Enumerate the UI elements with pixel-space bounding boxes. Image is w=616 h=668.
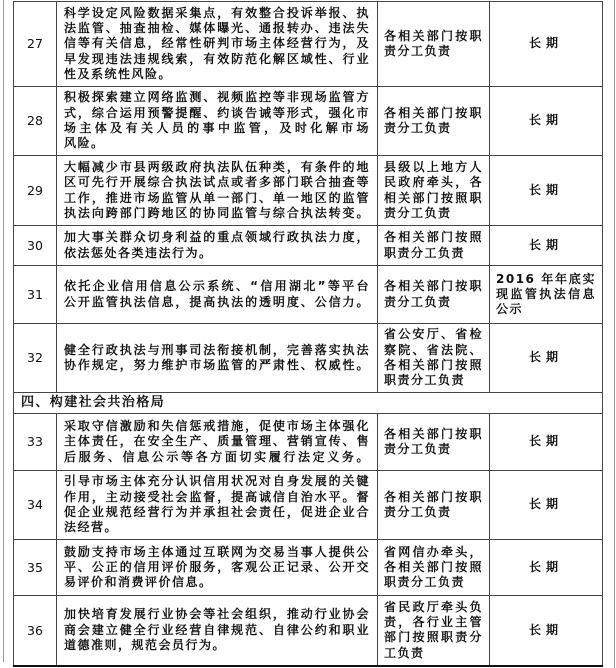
task-content [57,324,378,393]
text-line: 各相关部门按职 [384,279,483,294]
text-line: 公开监管执法信息，提高执法的透明度、公信力。 [64,294,370,309]
text-line: 工作，推进市场监管从单一部门、单一地区的监管 [64,190,370,205]
text-line: 省民政厅牵头负 [384,599,483,614]
text-line: 责分工负责 [384,294,452,309]
item-number [14,2,57,87]
text-line: 采取守信激励和失信惩戒措施，促使市场主体强化 [64,419,370,434]
text-line: 责分工负责 [384,121,452,135]
text-line: 加快培育发展行业协会等社会组织，推动行业协会 [64,607,370,622]
text-line: 民政府牵头，各 [384,175,483,190]
responsible-unit [378,156,490,226]
table-row [14,2,603,87]
deadline [490,324,603,393]
responsible-unit [378,471,490,540]
table-row [14,540,603,596]
text-line: 式，综合运用预警提醒、约谈告诫等形式，强化市 [64,105,370,120]
deadline [490,414,603,471]
text-line: 责分工负责 [384,44,452,58]
text-line: 各相关部门按职 [384,426,483,441]
item-number [14,471,57,540]
text-line: 职责分工负责 [384,245,466,260]
text-line: 区可先行开展综合执法试点或者多部门联合抽查等 [64,175,370,190]
text-line: 现监管执法信息 [496,286,596,301]
responsible-unit [378,414,490,471]
item-number-text: 35 [27,559,43,575]
text-line: 引导市场主体充分认识信用状况对自身发展的关键 [64,474,370,489]
section-heading: 四、构建社会共治格局 [14,393,603,414]
table-row [14,226,603,266]
responsible-unit [378,226,490,266]
deadline [490,156,603,226]
text-line: 协作规定，努力维护市场监管的严肃性、权威性。 [64,358,370,372]
text-line: 各相关部门按职 [384,489,483,504]
text-line: 各相关部门按职 [384,28,483,43]
text-line: 省公安厅、省检 [384,327,483,342]
text-line: 2016 年年底实 [496,271,596,286]
text-line: 促企业规范经营行为并承担社会责任，促进企业合 [64,505,370,519]
task-content [57,226,378,266]
section-row [14,393,603,414]
deadline [490,2,603,87]
table-row [14,596,603,666]
task-table [13,1,603,667]
text-line: 道德准则，规范会员行为。 [64,637,227,652]
text-line: 后服务、信息公示等各方面切实履行法定义务。 [64,449,370,464]
table-row [14,266,603,324]
deadline [490,596,603,666]
responsible-unit [378,87,490,156]
text-line: 性及系统性风险。 [64,66,173,81]
table-row [14,87,603,156]
text-line: 依法惩处各类违法行为。 [64,245,213,260]
item-number [14,156,57,226]
table-row [14,414,603,471]
item-number-text: 29 [27,182,43,198]
table-row [14,471,603,540]
text-line: 法监管、抽查抽检、媒体曝光、通报转办、违法失 [64,21,370,36]
item-number-text: 30 [27,237,43,253]
responsible-unit [378,324,490,393]
text-line: 风险。 [64,136,105,151]
text-line: 各相关部门按职 [384,105,483,120]
item-number-text: 31 [27,286,43,302]
text-line: 责分工负责 [384,442,452,456]
text-line: 鼓励支持市场主体通过互联网为交易当事人提供公 [64,544,370,559]
item-number [14,540,57,596]
item-number-text: 32 [27,350,43,366]
task-content [57,156,378,226]
task-content [57,414,378,471]
text-line: 职责分工负责 [384,575,466,590]
text-line: 商会建立健全行业经营自律规范、自律公约和职业 [64,622,370,637]
item-number-text: 33 [27,434,43,450]
item-number [14,324,57,393]
deadline-text: 长期 [528,36,563,51]
deadline-text: 长期 [528,113,563,128]
task-content [57,87,378,156]
text-line: 各相关部门按照 [384,358,483,372]
text-line: 主体责任，在安全生产、质量管理、营销宣传、售 [64,434,370,449]
responsible-unit [378,540,490,596]
text-line: 各相关部门按照 [384,230,483,245]
deadline-text: 长期 [528,237,563,252]
deadline [490,266,603,324]
task-content [57,596,378,666]
text-line: 部门按照职责分 [384,630,483,645]
text-line: 公示 [496,302,524,317]
task-content [57,540,378,596]
text-line: 健全行政执法与刑事司法衔接机制，完善落实执法 [64,342,370,357]
responsible-unit [378,2,490,87]
item-number-text: 34 [27,497,43,513]
text-line: 依托企业信用信息公示系统、“信用湖北”等平台 [64,279,370,294]
deadline [490,471,603,540]
text-line: 职责分工负责 [384,373,466,388]
text-line: 各相关部门按照 [384,559,483,574]
text-line: 察院、省法院、 [384,342,483,357]
responsible-unit [378,266,490,324]
text-line: 早发现违法违规线索，有效防范化解区域性、行业 [64,51,370,66]
deadline-text: 长期 [528,434,563,449]
text-line: 责分工负责 [384,205,452,220]
page-frame-right [614,0,615,668]
text-line: 积极探索建立网络监测、视频监控等非现场监管方 [64,90,370,105]
item-number [14,596,57,666]
text-line: 科学设定风险数据采集点，有效整合投诉举报、执 [64,5,370,20]
text-line: 易评价和消费评价信息。 [64,575,213,590]
deadline-text: 长期 [528,182,563,197]
item-number [14,414,57,471]
task-content [57,471,378,540]
text-line: 大幅减少市县两级政府执法队伍种类，有条件的地 [64,159,370,174]
text-line: 法经营。 [64,520,119,535]
item-number-text: 36 [27,622,43,638]
responsible-unit [378,596,490,666]
text-line: 县级以上地方人 [384,159,483,174]
text-line: 执法向跨部门跨地区的协同监管与综合执法转变。 [64,205,370,220]
deadline-text: 长期 [528,497,563,512]
item-number [14,266,57,324]
text-line: 责分工负责 [384,505,452,519]
deadline [490,226,603,266]
deadline-text: 长期 [528,559,563,574]
text-line: 工负责 [384,645,425,660]
item-number [14,87,57,156]
text-line: 作用，主动接受社会监督，提高诚信自治水平。督 [64,489,370,504]
text-line: 平、公正的信用评价服务，客观公正记录、公开交 [64,559,370,574]
text-line: 信等有关信息，经常性研判市场主体经营行为，及 [64,36,370,51]
deadline-text: 长期 [528,350,563,365]
text-line: 场主体及有关人员的事中监管，及时化解市场 [64,121,370,135]
text-line: 省网信办牵头， [384,544,483,559]
text-line: 责，各行业主管 [384,614,483,629]
table-row [14,156,603,226]
item-number [14,226,57,266]
task-content [57,266,378,324]
deadline [490,87,603,156]
text-line: 相关部门按照职 [384,190,483,205]
deadline [490,540,603,596]
table-row [14,324,603,393]
page-frame-left [3,0,4,662]
item-number-text: 27 [27,36,43,52]
task-content [57,2,378,87]
item-number-text: 28 [27,113,43,129]
text-line: 加大事关群众切身利益的重点领域行政执法力度， [64,230,370,245]
deadline-text: 长期 [528,622,563,637]
